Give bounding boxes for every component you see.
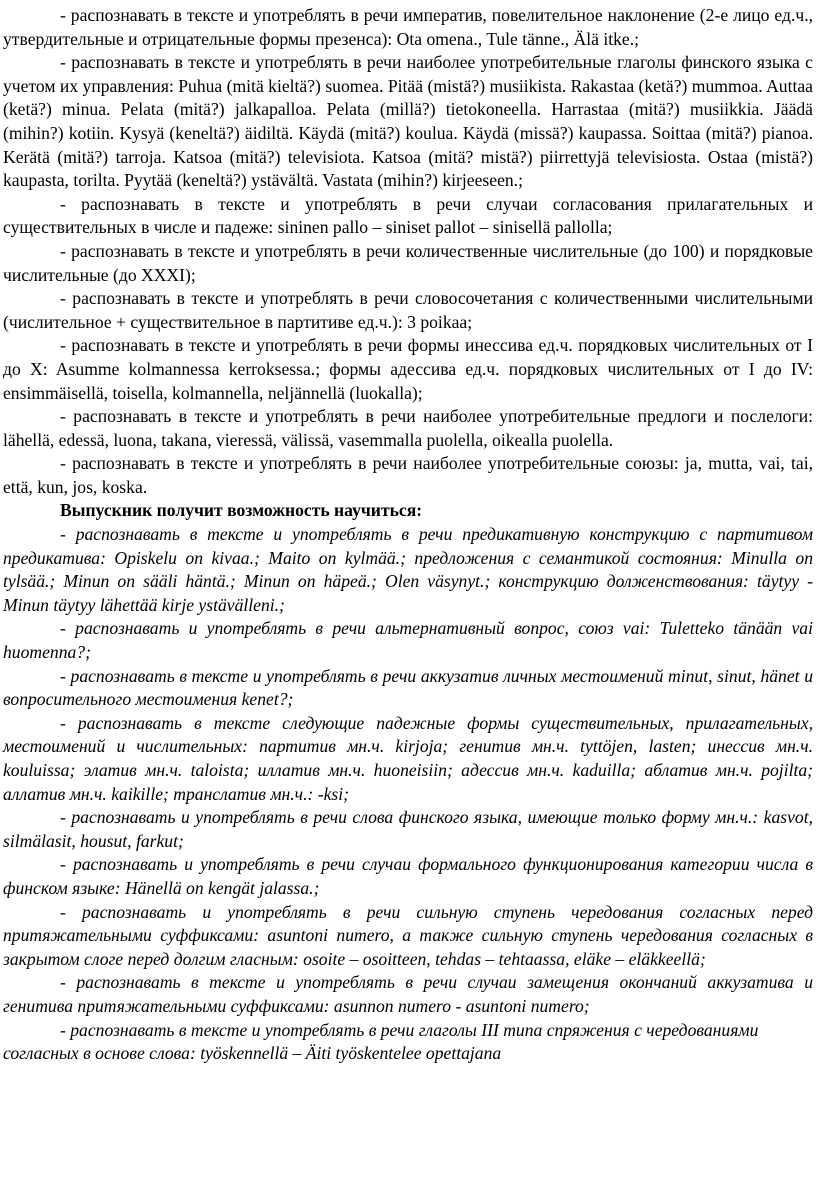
paragraph-number-category: - распознавать и употреблять в речи случаи формального функционирования категории числа в финском языке: Hänellä on kengät jalassa.;: [3, 854, 813, 898]
paragraph-imperative: - распознавать в тексте и употреблять в речи императив, повелительное наклонение (2-е лицо ед.ч., утвердительные и отрицательные формы презенса): Ota omena., Tule tänne., Älä itke.;: [3, 5, 813, 49]
paragraph-plural-only-words: - распознавать и употреблять в речи слова финского языка, имеющие только форму мн.ч.: kasvot, silmälasit, housut, farkut;: [3, 807, 813, 851]
paragraph-consonant-gradation: - распознавать и употреблять в речи сильную ступень чередования согласных перед притяжательными суффиксами: asuntoni nитеro, а также сильную ступень чередования согласных в закрытом слоге перед долгим гласным: osoite – osoitteen, tehdas – tehtaassa, eläke – eläkkeellä;: [3, 901, 813, 969]
paragraph-predicative: - распознавать в тексте и употреблять в речи предикативную конструкцию с партитивом предикатива: Opiskelu on kivaa.; Maito on kylmää.; предложения с семантикой состояния: Minulla on tylsää.; Minun on sääli häntä.; Minun on häpeä.; Olen väsynyt.; конструкцию долженствования: täytyy - Minun täytyy lähettää kirje ystävälleni.;: [3, 524, 813, 615]
section-heading: Выпускник получит возможность научиться:: [60, 500, 423, 521]
paragraph-verbs-government: - распознавать в тексте и употреблять в речи наиболее употребительные глаголы финского языка с учетом их управления: Puhua (mitä kieltä?) suomea. Pitää (mistä?) musiikista. Rakastaa (ketä?) mummoa. Auttaa (ketä?) minua. Pelata (mitä?) jalkapalloa. Pelata (millä?) tietokoneella. Harrastaa (mitä?) musiikkia. Jäädä (mihin?) kotiin. Kysyä (keneltä?) äidiltä. Käydä (mitä?) koulua. Käydä (missä?) kaupassa. Soittaa (mitä?) pianoa. Kerätä (mitä?) tarroja. Katsoa (mitä?) televisiota. Katsoa (mitä? mistä?) piirrettyjä televisiosta. Ostaa (mistä?) kaupasta, torilta. Pyytää (keneltä?) ystävältä. Vastata (mihin?) kirjeeseen.;: [3, 52, 813, 191]
paragraph-numerals: - распознавать в тексте и употреблять в речи количественные числительные (до 100) и порядковые числительные (до XXXI);: [3, 240, 813, 285]
paragraph-verb-type-three: - распознавать в тексте и употреблять в речи глаголы III типа спряжения с чередованиями согласных в основе слова: työskennellä – Äiti työskentelee opettajana: [3, 1019, 759, 1064]
paragraph-prepositions: - распознавать в тексте и употреблять в речи наиболее употребительные предлоги и послелоги: lähellä, edessä, luona, takana, vieressä, välissä, vasemmalla puolella, oikealla puolella.: [3, 406, 813, 450]
paragraph-numeral-phrases: - распознавать в тексте и употреблять в речи словосочетания с количественными числительными (числительное + существительное в партитиве ед.ч.): 3 poikaa;: [3, 288, 813, 332]
paragraph-accusative-pronouns: - распознавать в тексте и употреблять в речи аккузатив личных местоимений minut, sinut, hänet и вопросительного местоимения kenet?;: [3, 665, 813, 710]
paragraph-plural-cases: - распознавать в тексте следующие падежные формы существительных, прилагательных, местоимений и числительных: партитив мн.ч. kirjoja; генитив мн.ч. tyttöjen, lasten; инессив мн.ч. kouluissa; элатив мн.ч. taloista; иллатив мн.ч. huoneisiin; адессив мн.ч. kaduilla; аблатив мн.ч. pojilta; аллатив мн.ч. kaikille; транслатив мн.ч.: -ksi;: [3, 712, 814, 804]
paragraph-alternative-question: - распознавать и употреблять в речи альтернативный вопрос, союз vai: Tuletteko tänään vai huomenna?;: [3, 618, 813, 663]
paragraph-ordinal-cases: - распознавать в тексте и употреблять в речи формы инессива ед.ч. порядковых числительных от I до X: Asumme kolmannessa kerroksessa.; формы адессива ед.ч. порядковых числительных от I до IV: ensimmäisellä, toisella, kolmannella, neljännellä (luokalla);: [3, 335, 813, 403]
paragraph-possessive-suffixes: - распознавать в тексте и употреблять в речи случаи замещения окончаний аккузатива и генитива притяжательными суффиксами: asunnon nитеro - asuntoni nитеro;: [3, 972, 813, 1016]
paragraph-conjunctions: - распознавать в тексте и употреблять в речи наиболее употребительные союзы: ja, mutta, vai, tai, että, kun, jos, koska.: [3, 453, 813, 497]
paragraph-adjective-agreement: - распознавать в тексте и употреблять в речи случаи согласования прилагательных и существительных в числе и падеже: sininen pallo – siniset pallot – sinisellä pallolla;: [3, 193, 813, 238]
